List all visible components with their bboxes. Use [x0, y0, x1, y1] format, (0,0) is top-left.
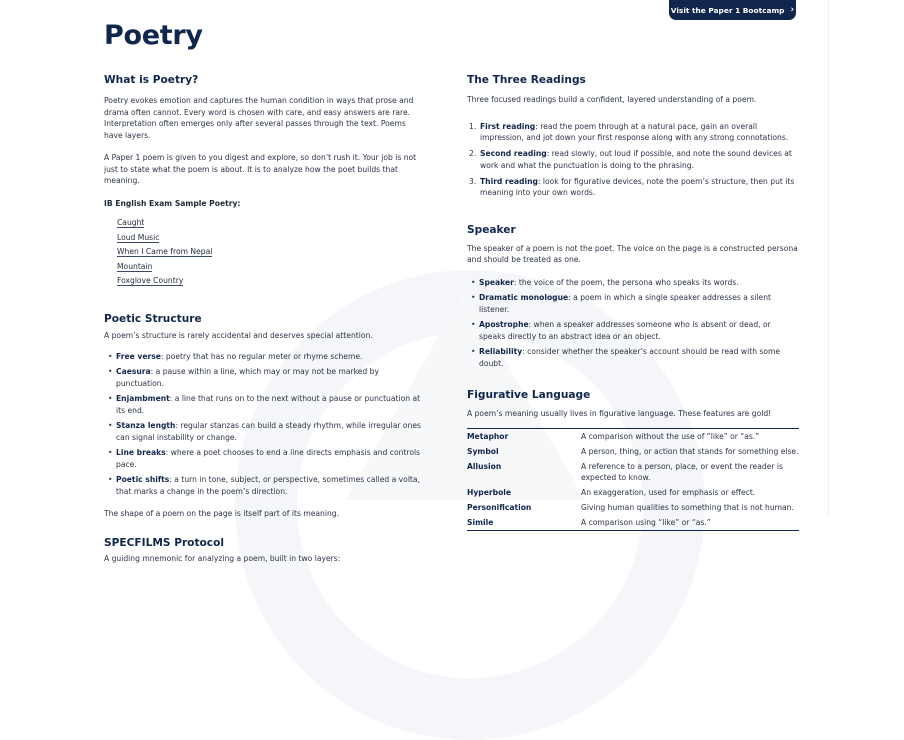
- term-label: Stanza length: [116, 421, 176, 430]
- list-item: [116, 351, 424, 363]
- term-description: : a line that runs on to the next without a pause or punctuation at its end.: [116, 394, 421, 415]
- list-item: [116, 366, 424, 389]
- table-cell-definition: Giving human qualities to something that is not human.: [581, 503, 794, 512]
- table-row: [467, 428, 799, 444]
- term-description: : a poem in which a single speaker addresses a silent listener.: [479, 293, 771, 314]
- poetic-structure-intro: A poem’s structure is rarely accidental and deserves special attention.: [104, 331, 373, 340]
- term-label: Caesura: [116, 367, 151, 376]
- table-row: [467, 459, 799, 486]
- table-cell-definition: A reference to a person, place, or event the reader is expected to know.: [581, 461, 783, 482]
- what-is-poetry-p1: Poetry evokes emotion and captures the human condition in ways that prose and drama often cannot. Every word is chosen with care, and easy answers are rare. Interpretation often emerges only after several passes through the text. Poems have layers.: [104, 96, 414, 140]
- list-item: [479, 277, 799, 289]
- term-label: Second reading: [480, 149, 547, 158]
- sample-poetry-label: IB English Exam Sample Poetry:: [104, 198, 241, 208]
- what-is-poetry-p2: A Paper 1 poem is given to you digest and explore, so don’t rush it. Your job is not just to state what the poem is about. It is to analyze how the poet builds that meaning.: [104, 153, 417, 185]
- table-cell-term: Metaphor: [467, 431, 509, 441]
- term-label: First reading: [480, 121, 536, 131]
- table-cell-definition: An exaggeration, used for emphasis or effect.: [581, 488, 756, 497]
- list-item: [104, 275, 424, 286]
- list-item: [104, 261, 424, 272]
- term-label: Dramatic monologue: [479, 293, 569, 302]
- list-item: [479, 292, 799, 315]
- three-readings-heading: The Three Readings: [467, 74, 586, 86]
- poetic-structure-outro: The shape of a poem on the page is itself part of its meaning.: [104, 509, 340, 518]
- list-item: [104, 217, 424, 228]
- table-cell-definition: A comparison using “like” or “as.”: [581, 518, 711, 527]
- sample-poem-link[interactable]: When I Came from Nepal: [117, 247, 213, 256]
- three-readings-list: [467, 121, 799, 199]
- chevron-right-icon: ›: [790, 4, 795, 15]
- list-number: 2.: [469, 149, 477, 158]
- term-label: Third reading: [480, 176, 538, 186]
- term-description: : the voice of the poem, the persona who speaks its words.: [513, 277, 739, 287]
- right-page-border: [828, 0, 829, 516]
- table-row: [467, 500, 799, 515]
- table-cell-term: Hyperbole: [467, 488, 512, 497]
- list-item: [479, 319, 799, 342]
- list-item: [104, 232, 424, 243]
- list-number: 1.: [469, 121, 477, 131]
- list-number: 3.: [469, 176, 477, 186]
- poetic-structure-list: [104, 351, 424, 498]
- term-description: : a pause within a line, which may or may not be marked by punctuation.: [116, 367, 379, 388]
- figurative-language-heading: Figurative Language: [467, 389, 591, 401]
- table-row: [467, 485, 799, 500]
- page-title: Poetry: [104, 20, 203, 51]
- speaker-intro: The speaker of a poem is not the poet. The voice on the page is a constructed persona and should be treated as one.: [467, 243, 798, 264]
- term-description: : consider whether the speaker’s account should be read with some doubt.: [479, 347, 781, 368]
- three-readings-intro: Three focused readings build a confident, layered understanding of a poem.: [467, 95, 757, 104]
- term-description: : poetry that has no regular meter or rhyme scheme.: [160, 351, 363, 361]
- table-cell-term: Personification: [467, 503, 532, 512]
- term-description: : read the poem through at a natural pace, gain an overall impression, and jot down your first response along with any strong connotations.: [480, 121, 789, 142]
- term-label: Poetic shifts: [116, 475, 170, 484]
- list-item: [116, 420, 424, 443]
- sample-poem-link[interactable]: Caught: [117, 218, 145, 227]
- speaker-heading: Speaker: [467, 223, 516, 236]
- paper1-bootcamp-button[interactable]: [669, 0, 796, 20]
- list-item: [116, 474, 424, 497]
- term-label: Line breaks: [116, 448, 166, 457]
- term-label: Reliability: [479, 347, 523, 356]
- specfilms-heading: SPECFILMS Protocol: [104, 536, 224, 549]
- sample-poem-link[interactable]: Mountain: [117, 261, 153, 271]
- left-column: [104, 74, 424, 564]
- list-item: [104, 246, 424, 257]
- table-cell-term: Allusion: [467, 461, 502, 471]
- list-item: [116, 447, 424, 470]
- term-label: Free verse: [116, 351, 161, 361]
- list-item: [469, 148, 799, 171]
- term-description: : a turn in tone, subject, or perspective, sometimes called a volta, that marks a change in the poem’s direction.: [116, 475, 420, 496]
- term-label: Speaker: [479, 277, 514, 287]
- sample-poetry-list: [104, 217, 424, 286]
- term-description: : read slowly, out loud if possible, and note the sound devices at work and what the punctuation is doing to the phrasing.: [480, 149, 792, 170]
- list-item: [479, 346, 799, 369]
- paper1-bootcamp-label: Visit the Paper 1 Bootcamp: [670, 5, 785, 15]
- sample-poem-link[interactable]: Foxglove Country: [117, 276, 184, 285]
- term-description: : when a speaker addresses someone who is absent or dead, or speaks directly to an abstract idea or an object.: [479, 320, 771, 341]
- table-cell-definition: A comparison without the use of “like” or “as.”: [581, 431, 760, 441]
- list-item: [116, 393, 424, 416]
- table-cell-term: Symbol: [467, 446, 499, 456]
- poetic-structure-heading: Poetic Structure: [104, 313, 202, 325]
- speaker-list: [467, 277, 799, 370]
- term-description: : look for figurative devices, note the poem’s structure, then put its meaning into your own words.: [480, 176, 795, 197]
- table-cell-term: Simile: [467, 518, 494, 527]
- what-is-poetry-heading: What is Poetry?: [104, 74, 199, 86]
- list-item: [469, 176, 799, 199]
- term-label: Apostrophe: [479, 320, 529, 329]
- term-description: : where a poet chooses to end a line directs emphasis and controls pace.: [116, 448, 421, 469]
- sample-poem-link[interactable]: Loud Music: [117, 232, 160, 242]
- term-description: : regular stanzas can build a steady rhythm, while irregular ones can signal instability or change.: [116, 421, 421, 442]
- term-label: Enjambment: [116, 394, 170, 403]
- figurative-language-table: [467, 428, 799, 532]
- table-row: [467, 444, 799, 459]
- specfilms-intro: A guiding mnemonic for analyzing a poem, built in two layers:: [104, 553, 341, 563]
- list-item: [469, 121, 799, 144]
- table-row: [467, 515, 799, 531]
- figurative-language-intro: A poem’s meaning usually lives in figurative language. These features are gold!: [467, 409, 772, 418]
- right-column: [467, 74, 799, 531]
- table-cell-definition: A person, thing, or action that stands for something else.: [581, 446, 799, 456]
